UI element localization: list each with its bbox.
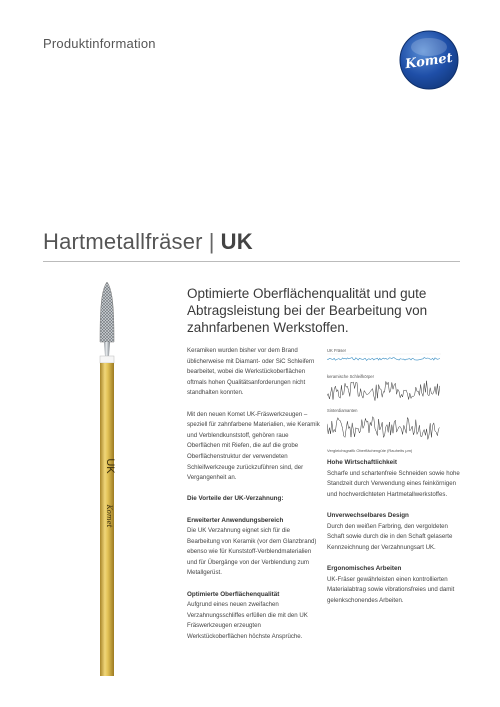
header-label: Produktinformation (43, 36, 156, 51)
section-body: Durch den weißen Farbring, den vergoldeten Schaft sowie durch die in den Schaft gelaserte Kennzeichnung der Verzahnungsart UK. (327, 522, 453, 551)
advantages-heading: Die Vorteile der UK-Verzahnung: (187, 495, 284, 503)
graph-caption: Vergleichsgrafik Oberflächengüte (Rauheits μm) (327, 448, 413, 453)
left-column (187, 346, 320, 653)
section-body: UK-Fräser gewährleisten einen kontrollierten Materialabtrag sowie vibrationsfreies und damit gelenkschonendes Arbeiten. (327, 575, 455, 604)
graph-label: keramische Schleifkörper (327, 374, 375, 379)
section-body: Die UK Verzahnung eignet sich für die Bearbeitung von Keramik (vor dem Glanzbrand) ebenso wie für Kunststoff-Verblendmaterialien und für Übergänge von der Verblendung zum Metallgerüst. (187, 527, 317, 577)
section-body: Scharfe und schartenfreie Schneiden sowie hohe Standzeit durch Verwendung eines feinkörnigen und hochverdichteten Hartmetallwerkstoffes. (327, 469, 460, 498)
title-main: Hartmetallfräser (43, 229, 203, 254)
title-code: UK (220, 229, 253, 254)
section-heading: Ergonomisches Arbeiten (327, 564, 402, 572)
intro-paragraph: Keramiken wurden bisher vor dem Brand üblicherweise mit Diamant- oder SiC Schleifern bearbeitet, wobei die Werkstückoberflächen oftmals hohen Qualitätsanforderungen nicht standhalten konnten. (187, 347, 315, 397)
roughness-comparison-graph (327, 346, 445, 454)
title-separator: | (208, 229, 215, 254)
komet-logo (398, 29, 460, 91)
title-divider (43, 261, 460, 262)
svg-text:UK: UK (104, 458, 116, 474)
right-column (327, 458, 462, 617)
graph-line-sinter (327, 417, 440, 440)
section-heading: Optimierte Oberflächenqualität (187, 590, 280, 598)
graph-label: Sinterdiamanten (327, 408, 358, 413)
section-heading: Unverwechselbares Design (327, 511, 409, 519)
bur-illustration (95, 280, 119, 678)
graph-label: UK Fräser (327, 348, 347, 353)
graph-line-uk (327, 358, 440, 361)
graph-line-ceramic (327, 381, 440, 401)
page-title (43, 229, 253, 255)
headline: Optimierte Oberflächenqualität und gute Abtragsleistung bei der Bearbeitung von zahnfarbenen Werkstoffen. (187, 286, 428, 335)
section-heading: Erweiterter Anwendungsbereich (187, 516, 284, 524)
svg-text:Komet: Komet (105, 504, 113, 528)
body-paragraph: Mit den neuen Komet UK-Fräswerkzeugen – speziell für zahnfarbene Materialien, wie Keramik und Verblendkunststoff, gehören raue Oberflächen mit Riefen, die auf die grobe Oberflächenstruktur der verwendeten Schleifwerkzeuge zurückzuführen sind, der Vergangenheit an. (187, 410, 320, 482)
section-heading: Hohe Wirtschaftlichkeit (327, 459, 397, 466)
svg-text:Komet: Komet (404, 50, 454, 73)
section-body: Aufgrund eines neuen zweifachen Verzahnungsschliffes erfüllen die mit den UK Fräswerkzeugen erzeugten Werkstückoberflächen höchste Ansprüche. (187, 601, 308, 641)
